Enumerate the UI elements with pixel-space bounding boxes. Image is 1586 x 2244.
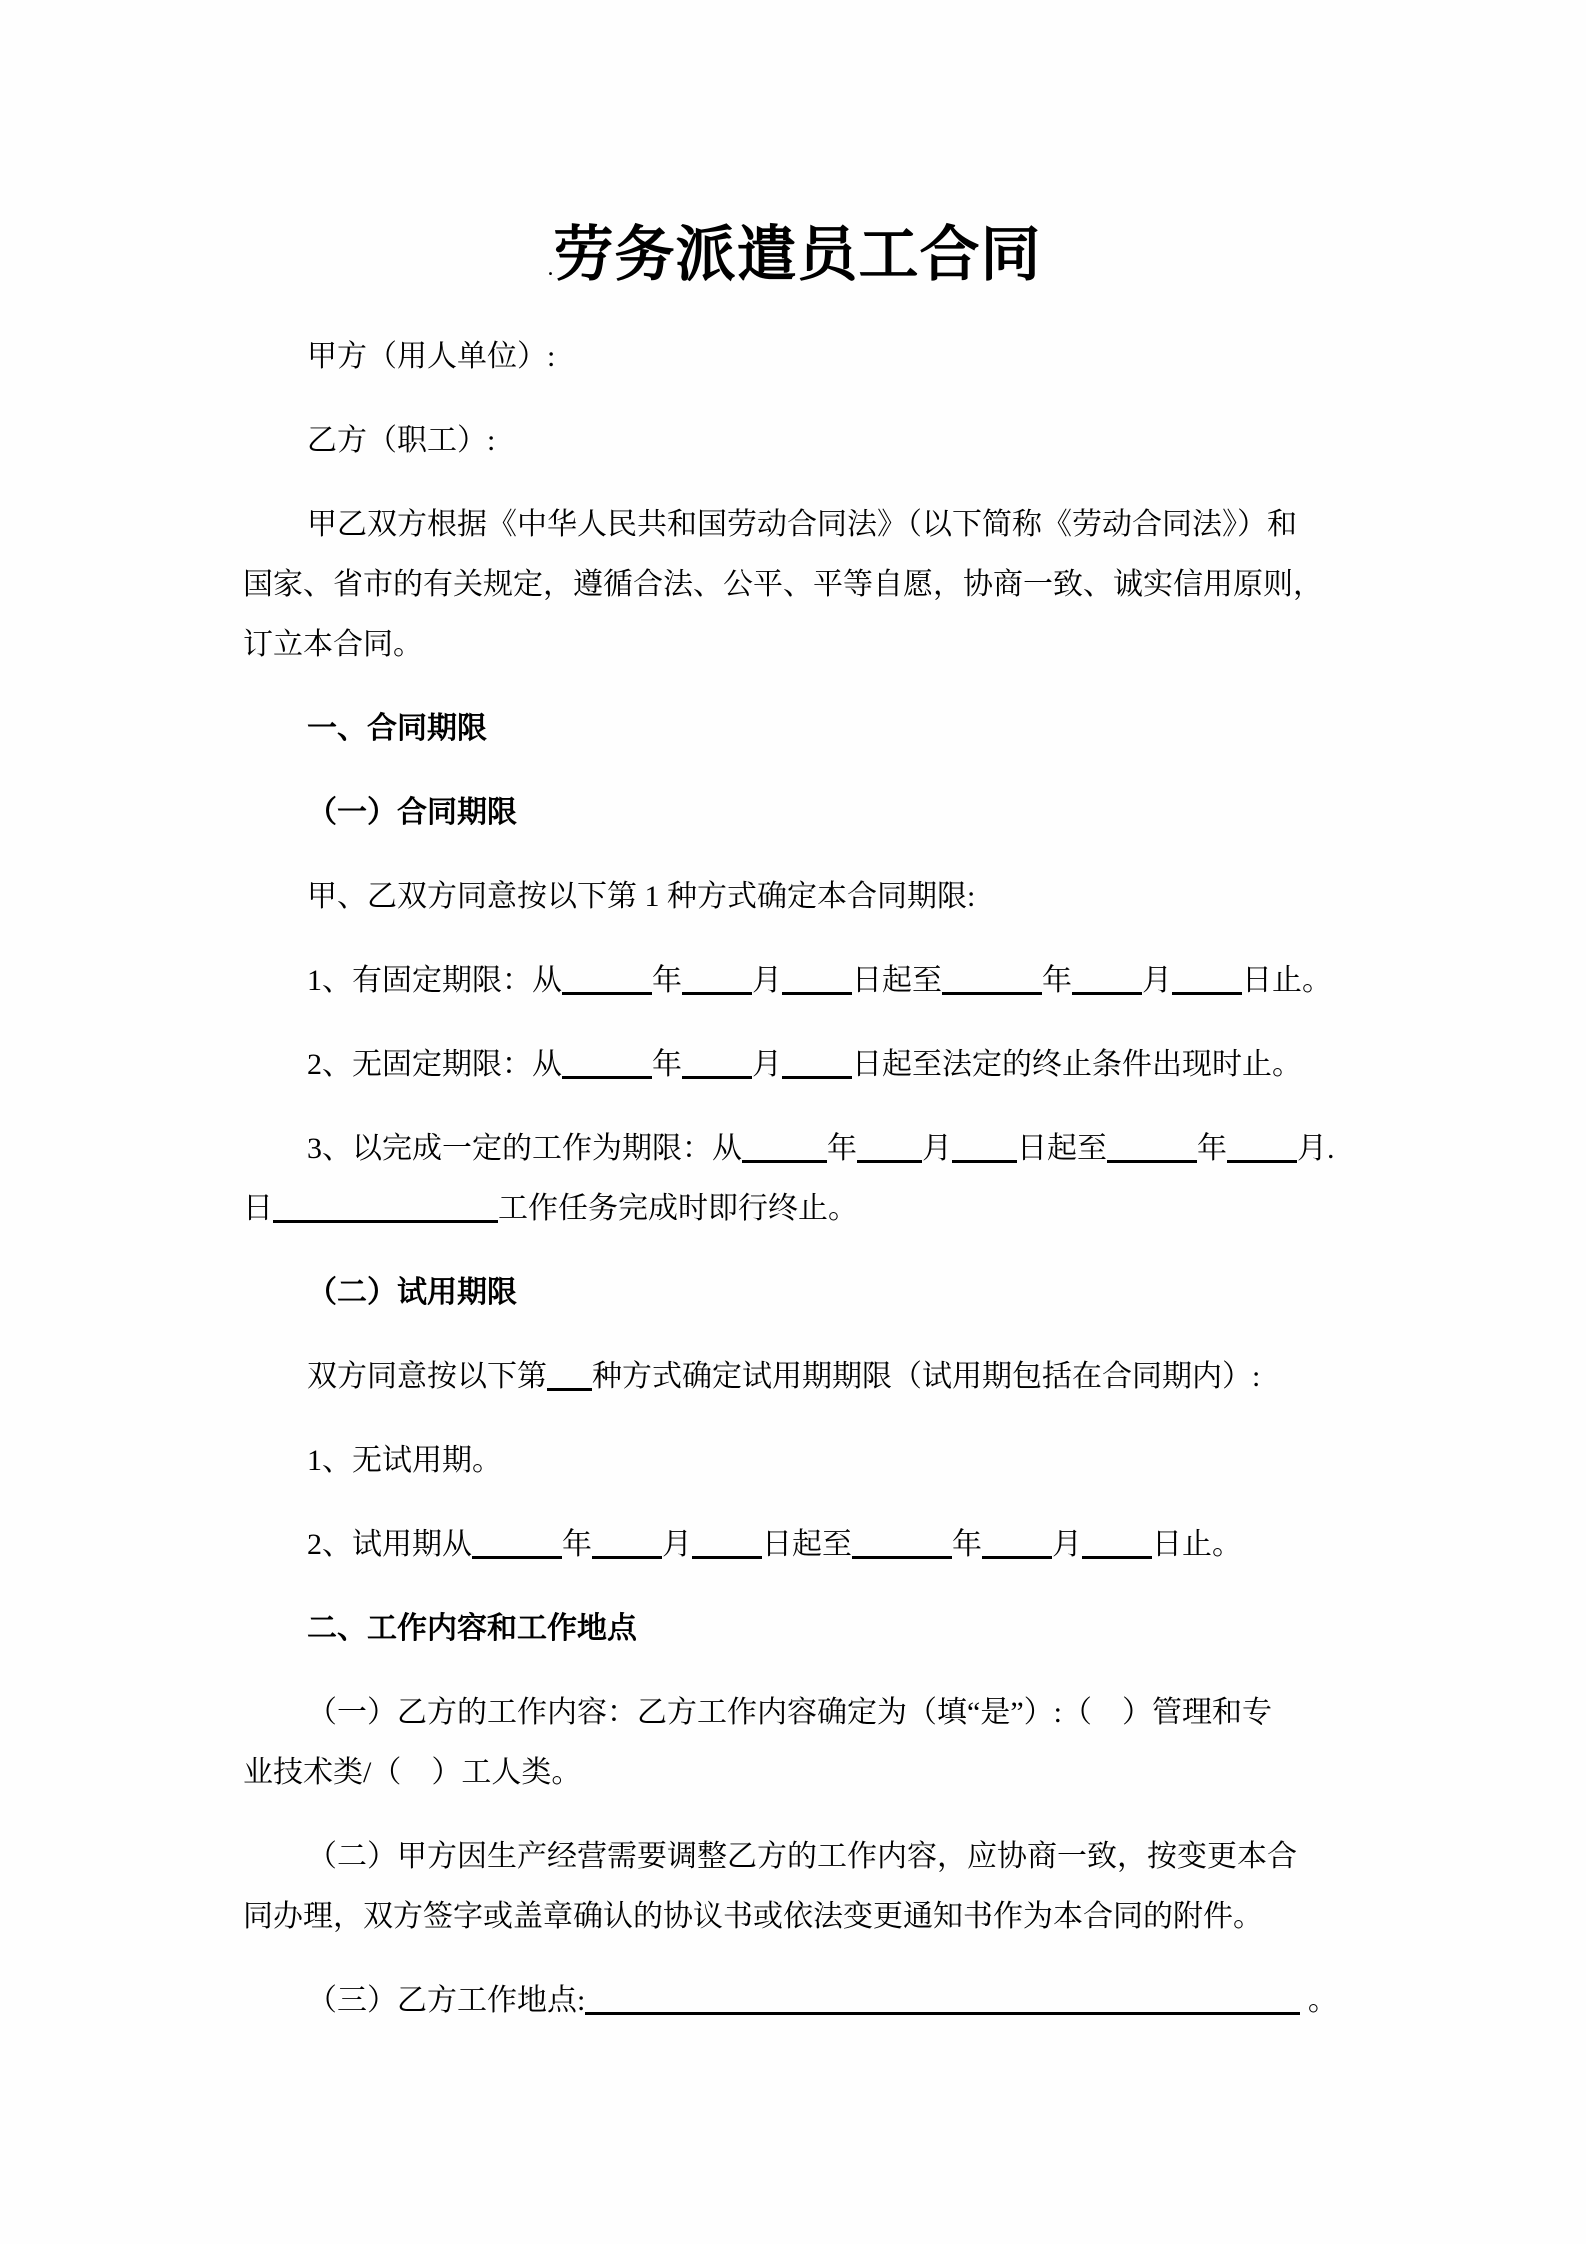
line-text: 月 <box>662 1528 692 1561</box>
line-text: 月 <box>1142 964 1172 997</box>
line-text: （一）乙方的工作内容：乙方工作内容确定为（填“是”）:（ ）管理和专 <box>307 1696 1272 1729</box>
line-text: 同办理，双方签字或盖章确认的协议书或依法变更通知书作为本合同的附件。 <box>243 1900 1263 1933</box>
line-text: 2、试用期从 <box>307 1528 472 1561</box>
contract-line <box>243 495 1346 555</box>
fill-in-blank <box>782 1044 852 1079</box>
fill-in-blank <box>982 1524 1052 1559</box>
fill-in-blank <box>942 960 1042 995</box>
line-text: 日止。 <box>1152 1528 1242 1561</box>
fill-in-blank <box>1107 1128 1197 1163</box>
contract-line <box>243 1515 1346 1575</box>
line-text: 工作任务完成时即行终止。 <box>498 1192 858 1225</box>
fill-in-blank <box>562 1044 652 1079</box>
fill-in-blank <box>472 1524 562 1559</box>
fill-in-blank <box>585 1980 1300 2015</box>
contract-line <box>243 1119 1346 1179</box>
line-text: 日起至 <box>762 1528 852 1561</box>
fill-in-blank <box>1072 960 1142 995</box>
line-text: 年 <box>652 1048 682 1081</box>
contract-line <box>243 1683 1346 1743</box>
line-text: 年 <box>1042 964 1072 997</box>
line-text: 年 <box>562 1528 592 1561</box>
line-text: 二、工作内容和工作地点 <box>307 1612 637 1645</box>
contract-line <box>243 783 1346 843</box>
fill-in-blank <box>682 1044 752 1079</box>
line-text: 日 <box>243 1192 273 1225</box>
contract-line <box>243 1599 1346 1659</box>
line-text: 月 <box>752 1048 782 1081</box>
line-text: 年 <box>827 1132 857 1165</box>
line-text: 日起至 <box>852 964 942 997</box>
contract-line <box>243 1263 1346 1323</box>
line-text: 年 <box>1197 1132 1227 1165</box>
line-text: 1、有固定期限：从 <box>307 964 562 997</box>
contract-line <box>243 1743 1346 1803</box>
line-text: （二）试用期限 <box>307 1276 517 1309</box>
line-text: 3、以完成一定的工作为期限：从 <box>307 1132 742 1165</box>
line-text: 业技术类/（ ）工人类。 <box>243 1756 582 1789</box>
fill-in-blank <box>742 1128 827 1163</box>
line-text: 甲乙双方根据《中华人民共和国劳动合同法》（以下简称《劳动合同法》）和 <box>307 508 1297 541</box>
fill-in-blank <box>1227 1128 1297 1163</box>
document-title <box>243 210 1346 313</box>
contract-line <box>243 951 1346 1011</box>
contract-line <box>243 1179 1346 1239</box>
fill-in-blank <box>857 1128 922 1163</box>
line-text: 甲方（用人单位）: <box>307 340 556 373</box>
fill-in-blank <box>782 960 852 995</box>
fill-in-blank <box>562 960 652 995</box>
line-text: 国家、省市的有关规定，遵循合法、公平、平等自愿，协商一致、诚实信用原则， <box>243 568 1323 601</box>
contract-line <box>243 1887 1346 1947</box>
document-body <box>243 327 1346 2031</box>
line-text: 乙方（职工）: <box>307 424 496 457</box>
line-text: （三）乙方工作地点: <box>307 1984 586 2017</box>
contract-line <box>243 555 1346 615</box>
contract-line <box>243 1347 1346 1407</box>
line-text: 月 <box>1052 1528 1082 1561</box>
contract-line <box>243 1431 1346 1491</box>
line-text: 1、无试用期。 <box>307 1444 502 1477</box>
contract-line <box>243 411 1346 471</box>
line-text: 年 <box>652 964 682 997</box>
fill-in-blank <box>952 1128 1017 1163</box>
line-text: 双方同意按以下第 <box>307 1360 547 1393</box>
contract-line <box>243 1035 1346 1095</box>
line-text: 日止。 <box>1242 964 1332 997</box>
contract-line <box>243 867 1346 927</box>
line-text: 一、合同期限 <box>307 712 487 745</box>
title-stray-dot: . <box>547 255 554 281</box>
fill-in-blank <box>692 1524 762 1559</box>
line-text: 月. <box>1297 1132 1335 1165</box>
line-text: （二）甲方因生产经营需要调整乙方的工作内容，应协商一致，按变更本合 <box>307 1840 1297 1873</box>
fill-in-blank <box>1082 1524 1152 1559</box>
fill-in-blank <box>547 1356 592 1391</box>
line-text: （一）合同期限 <box>307 796 517 829</box>
contract-line <box>243 1971 1346 2031</box>
line-text: 年 <box>952 1528 982 1561</box>
fill-in-blank <box>682 960 752 995</box>
fill-in-blank <box>273 1188 498 1223</box>
contract-line <box>243 699 1346 759</box>
line-text: 甲、乙双方同意按以下第 1 种方式确定本合同期限: <box>307 880 976 913</box>
line-text: 月 <box>922 1132 952 1165</box>
line-text: 种方式确定试用期期限（试用期包括在合同期内）: <box>592 1360 1261 1393</box>
fill-in-blank <box>852 1524 952 1559</box>
contract-line <box>243 1827 1346 1887</box>
line-text: 订立本合同。 <box>243 628 423 661</box>
title-text: 劳务派遣员工合同 <box>553 222 1042 288</box>
contract-line <box>243 327 1346 387</box>
line-text: 月 <box>752 964 782 997</box>
line-text: 日起至 <box>1017 1132 1107 1165</box>
fill-in-blank <box>592 1524 662 1559</box>
line-text: 。 <box>1300 1984 1338 2017</box>
fill-in-blank <box>1172 960 1242 995</box>
line-text: 2、无固定期限：从 <box>307 1048 562 1081</box>
line-text: 日起至法定的终止条件出现时止。 <box>852 1048 1302 1081</box>
contract-line <box>243 615 1346 675</box>
